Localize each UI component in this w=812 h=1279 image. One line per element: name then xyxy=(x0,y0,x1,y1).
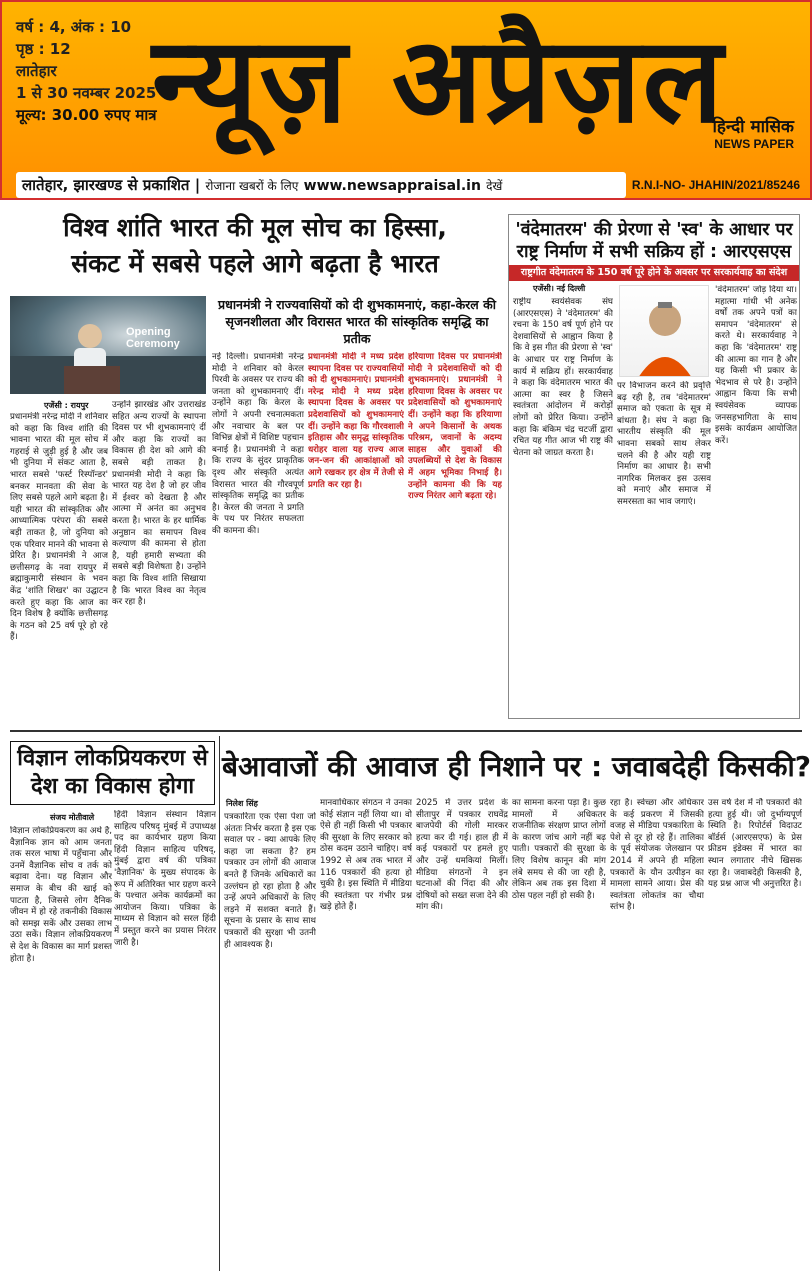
lead-headline-line2: संकट में सबसे पहले आगे बढ़ता है भारत xyxy=(71,249,439,278)
lead-col-4: प्रधानमंत्री मोदी ने मध्य प्रदेश स्थापना दिवस पर राज्यवासियों को दी शुभकामनाएं। प्रधानमंत्री नरेन्द्र मोदी ने मध्य प्रदेश स्थापना दिवस के अवसर पर प्रदेशवासियों को शुभकामनाएं दीं। उन्होंने कहा कि गौरवशाली इतिहास और समृद्ध सांस्कृतिक धरोहर वाला यह राज्य आज जन-जन की आकांक्षाओं को आगे रखकर हर क्षेत्र में तेजी से प्रगति कर रहा है। xyxy=(308,352,404,490)
paper-type-english: NEWS PAPER xyxy=(714,137,794,151)
rss-story xyxy=(508,214,800,719)
volume-issue: वर्ष : 4, अंक : 10 xyxy=(16,18,132,36)
rss-headline: 'वंदेमातरम' की प्रेरणा से 'स्व' के आधार पर राष्ट्र निर्माण में सभी सक्रिय हों : आरएसएस xyxy=(515,220,793,262)
website-link[interactable]: www.newsappraisal.in xyxy=(303,178,481,194)
date-range: 1 से 30 नवम्बर 2025 xyxy=(16,84,157,102)
journalism-col-1: पत्रकारिता एक ऐसा पेशा जो अंततः निर्भर करता है इस एक सवाल पर - क्या आपके लिए कहा जा सकता है? हम पत्रकार उन लोगों की आवाज बनते हैं जिनके अधिकारों का उल्लंघन हो रहा होता है और उन्हें अपने अधिकारों के लिए लड़ने में सशक्त बनाते हैं। सूचना के प्रसार के साथ साथ पत्रकारों की सुरक्षा भी उतनी ही आवश्यक है। xyxy=(224,812,316,950)
journalism-headline: बेआवाजों की आवाज ही निशाने पर : जवाबदेही किसकी? xyxy=(222,750,811,783)
lead-headline-line1: विश्व शांति भारत की मूल सोच का हिस्सा, xyxy=(63,213,447,242)
lead-col-5: हरियाणा दिवस पर प्रधानमंत्री मोदी ने प्रदेशवासियों को दी शुभकामनाएं। प्रधानमंत्री ने हरियाणा दिवस के अवसर पर प्रदेशवासियों को शुभकामनाएं दीं। उन्होंने कहा कि हरियाणा ने अपने किसानों के अथक परिश्रम, जवानों के अदम्य साहस और युवाओं की उपलब्धियों से देश के विकास में अहम भूमिका निभाई है। उन्होंने कामना की कि यह राज्य निरंतर आगे बढ़ता रहे। xyxy=(408,352,502,502)
person-portrait xyxy=(620,286,709,377)
daily-news-label: रोजाना खबरों के लिए xyxy=(205,179,299,193)
rss-col-2: पर विभाजन करने की प्रवृत्ति बढ़ रही है, तब 'वंदेमातरम' समाज को एकता के सूत्र में बांधता है। संघ ने कहा कि भारतीय संस्कृति की मूल भावना सबको साथ लेकर चलने की है और यही राष्ट्र निर्माण का आधार है। सभी नागरिक मिलकर इस उत्सव को मनाएं और समाज में समरसता का भाव जगाएं। xyxy=(617,381,711,507)
journalism-col-2: मानवाधिकार संगठन ने उनका कोई संज्ञान नहीं लिया था। वो ऐसे ही नहीं किसी भी पत्रकार की सुरक्षा के लिए सरकार को ठोस कदम उठाने चाहिए। वर्ष 1992 से अब तक भारत में 116 पत्रकारों की हत्या हो चुकी है। इस स्थिति में मीडिया की स्वतंत्रता पर गंभीर प्रश्न खड़े होते हैं। xyxy=(320,798,412,913)
journalism-col-5: रहा है। स्वेच्छा और अधिकार के कई प्रकरण में जिसकी वजह से मीडिया पत्रकारिता के पेशे से दूर हो रहे हैं। तालिका के पूर्व संयोजक जेलखान पर 2014 में अपने ही महिला पत्रकारों के यौन उत्पीड़न का मामला सामने आया। प्रेस की स्वतंत्रता लोकतंत्र का चौथा स्तंभ है। xyxy=(610,798,704,913)
lead-col-3: नई दिल्ली। प्रधानमंत्री नरेन्द्र मोदी ने शनिवार को केरल पिरवी के अवसर पर राज्य की जनता को शुभकामनाएं दीं। उन्होंने कहा कि केरल के लोगों ने अपनी रचनात्मकता और नवाचार के बल पर विभिन्न क्षेत्रों में विशिष्ट पहचान बनाई है। प्रधानमंत्री ने कहा कि राज्य के सुंदर प्राकृतिक दृश्य और संस्कृति अत्यंत विरासत भारत की गौरवपूर्ण सांस्कृतिक समृद्धि का प्रतीक है। केरल की जनता ने प्रगति के पथ पर निरंतर सफलता की कामना की। xyxy=(212,352,304,536)
published-from: लातेहार, झारखण्ड से प्रकाशित xyxy=(22,176,190,194)
rss-subheadline-band: राष्ट्रगीत वंदेमातरम के 150 वर्ष पूरे होने के अवसर पर सरकार्यवाह का संदेश xyxy=(509,265,799,281)
section-divider xyxy=(10,730,802,732)
journalism-byline: निलेश सिंह xyxy=(226,799,258,808)
rss-col-1: राष्ट्रीय स्वयंसेवक संघ (आरएसएस) ने 'वंदेमातरम' की रचना के 150 वर्ष पूर्ण होने पर देशवासियों से आह्वान किया है कि वे इस गीत की प्रेरणा से 'स्व' के आधार पर राष्ट्र निर्माण के कार्य में सक्रिय हों। सरकार्यवाह ने कहा कि वंदेमातरम भारत की आत्मा का स्वर है जिसने स्वतंत्रता आंदोलन में करोड़ों लोगों को प्रेरित किया। उन्होंने कहा कि बंकिम चंद्र चटर्जी द्वारा रचित यह गीत आज भी राष्ट्र की चेतना को जाग्रत करता है। xyxy=(513,297,613,458)
journalism-col-6: उस वर्ष देश में नौ पत्रकारों की हत्या हुई थी। जो दुर्भाग्यपूर्ण स्थिति है। रिपोर्टर्स विदाउट बॉर्डर्स (आरएसएफ) के प्रेस फ्रीडम इंडेक्स में भारत का स्थान लगातार नीचे खिसक रहा है। जवाबदेही किसकी है, यह प्रश्न आज भी अनुत्तरित है। xyxy=(708,798,802,890)
publication-strip: लातेहार, झारखण्ड से प्रकाशित | रोजाना खबरों के लिए www.newsappraisal.in देखें xyxy=(16,172,626,198)
newspaper-logo: न्यूज़ अप्रैज़ल xyxy=(152,10,725,149)
journalism-col-4: का सामना करना पड़ा है। कुछ मामलों में अधिकतर राजनीतिक संरक्षण प्राप्त लोगों के कारण जांच आगे नहीं बढ़ पाती। पत्रकारों की सुरक्षा के लिए विशेष कानून की मांग लंबे समय से की जा रही है, लेकिन अब तक इस दिशा में ठोस पहल नहीं हो सकी है। xyxy=(512,798,606,901)
science-col-1: विज्ञान लोकप्रियकरण का अर्थ है, वैज्ञानिक ज्ञान को आम जनता तक सरल भाषा में पहुँचाना और उनमें वैज्ञानिक सोच व तर्क को बढ़ावा देना। यह विज्ञान और समाज के बीच की खाई को पाटता है, जिससे लोग दैनिक जीवन में हो रहे तकनीकी विकास को समझ सकें और उसका लाभ उठा सकें। विज्ञान लोकप्रियकरण से देश के विकास का मार्ग प्रशस्त होता है। xyxy=(10,826,112,964)
rni-number: R.N.I-NO- JHAHIN/2021/85246 xyxy=(631,178,800,192)
lead-col-1: प्रधानमंत्री नरेन्द्र मोदी ने शनिवार को कहा कि विश्व शांति की भावना भारत की मूल सोच में गहराई से जुड़ी हुई है और जब भी दुनिया में संकट आता है, भारत सबसे 'फर्स्ट रिस्पॉन्डर' बनकर मानवता की सेवा के लिए सबसे पहले आगे बढ़ता है। यही भारत की सांस्कृतिक और आध्यात्मिक परंपरा की सबसे बड़ी ताकत है, जो दुनिया को एक परिवार मानने की भावना से प्रेरित है। प्रधानमंत्री ने आज छत्तीसगढ़ के नवा रायपुर में ब्रह्माकुमारी संस्थान के भवन केंद्र 'शांति शिखर' का उद्घाटन करते हुए कहा कि आज का दिन विशेष है क्योंकि छत्तीसगढ़ के गठन को 25 वर्ष पूरे हो रहे हैं। xyxy=(10,412,108,643)
edition-place: लातेहार xyxy=(16,62,57,80)
photo-backdrop-text: Opening Ceremony xyxy=(126,326,180,350)
website-suffix: देखें xyxy=(486,179,503,193)
lead-headline xyxy=(10,210,500,290)
lead-sub-headline: प्रधानमंत्री ने राज्यवासियों को दी शुभकामनाएं, कहा-केरल की सृजनशीलता और विरासत भारत की सांस्कृतिक समृद्धि का प्रतीक xyxy=(218,297,496,346)
price: मूल्य: 30.00 रुपए मात्र xyxy=(16,106,157,124)
column-divider xyxy=(219,736,220,1271)
lead-photo-credit: एजेंसी : रायपुर xyxy=(44,401,89,410)
science-headline: विज्ञान लोकप्रियकरण से देश का विकास होगा xyxy=(10,741,215,805)
rss-col-3: 'वंदेमातरम' जोड़ दिया था। महात्मा गांधी भी अनेक वर्षों तक अपने पत्रों का समापन 'वंदेमातरम' से करते थे। सरकार्यवाह ने कहा कि 'वंदेमातरम' राष्ट्र की आत्मा का गान है और यह किसी भी प्रकार के भेदभाव से परे है। उन्होंने आह्वान किया कि सभी स्वयंसेवक व्यापक जनसहभागिता के साथ इसके कार्यक्रम आयोजित करें। xyxy=(715,285,797,446)
science-byline: संजय मोतीवाले xyxy=(50,813,95,822)
lead-photo xyxy=(10,296,206,394)
lead-col-2: उन्होंने झारखंड और उत्तराखंड सहित अन्य राज्यों के स्थापना दिवस पर भी शुभकामनाएं दीं और कहा कि राज्यों का विकास ही देश को आगे की सबसे बड़ी ताकत है। प्रधानमंत्री मोदी ने कहा कि भारत यह देश है जो हर जीव में ईश्वर को देखता है और आत्मा में अनंत का अनुभव करता है। भारत के हर धार्मिक अनुष्ठान का समापन विश्व कल्याण की कामना से होता है, यही हमारी सभ्यता की सबसे बड़ी विशेषता है। उन्होंने कहा कि विश्व शांति सिखाया है कि भारत विश्व का नेतृत्व कर रहा है। xyxy=(112,400,206,608)
page-count: पृष्ठ : 12 xyxy=(16,40,71,58)
masthead xyxy=(0,0,812,200)
masthead-meta xyxy=(16,16,157,126)
rss-byline: एजेंसी। नई दिल्ली xyxy=(533,284,586,293)
paper-type xyxy=(674,114,794,151)
rss-photo xyxy=(619,285,709,377)
science-col-2: हिंदी विज्ञान संस्थान विज्ञान साहित्य परिषद् मुंबई में उपाध्यक्ष पद का कार्यभार ग्रहण किया हिंदी विज्ञान साहित्य परिषद्, मुंबई द्वारा वर्ष की पत्रिका 'वैज्ञानिक' के मुख्य संपादक के रूप में अतिरिक्त भार ग्रहण करने के पश्चात अनेक कार्यक्रमों का आयोजन किया। पत्रिका के माध्यम से विज्ञान को सरल हिंदी में प्रस्तुत करने का प्रयास निरंतर जारी है। xyxy=(114,810,216,948)
paper-type-hindi: हिन्दी मासिक xyxy=(712,117,794,137)
journalism-col-3: 2025 में उत्तर प्रदेश के सीतापुर में पत्रकार राघवेंद्र बाजपेयी की गोली मारकर हत्या कर दी गई। हाल ही में कई पत्रकारों पर हमले हुए और उन्हें धमकियां मिलीं। मीडिया संगठनों ने इन घटनाओं की निंदा की और दोषियों को सख्त सजा देने की मांग की। xyxy=(416,798,508,913)
